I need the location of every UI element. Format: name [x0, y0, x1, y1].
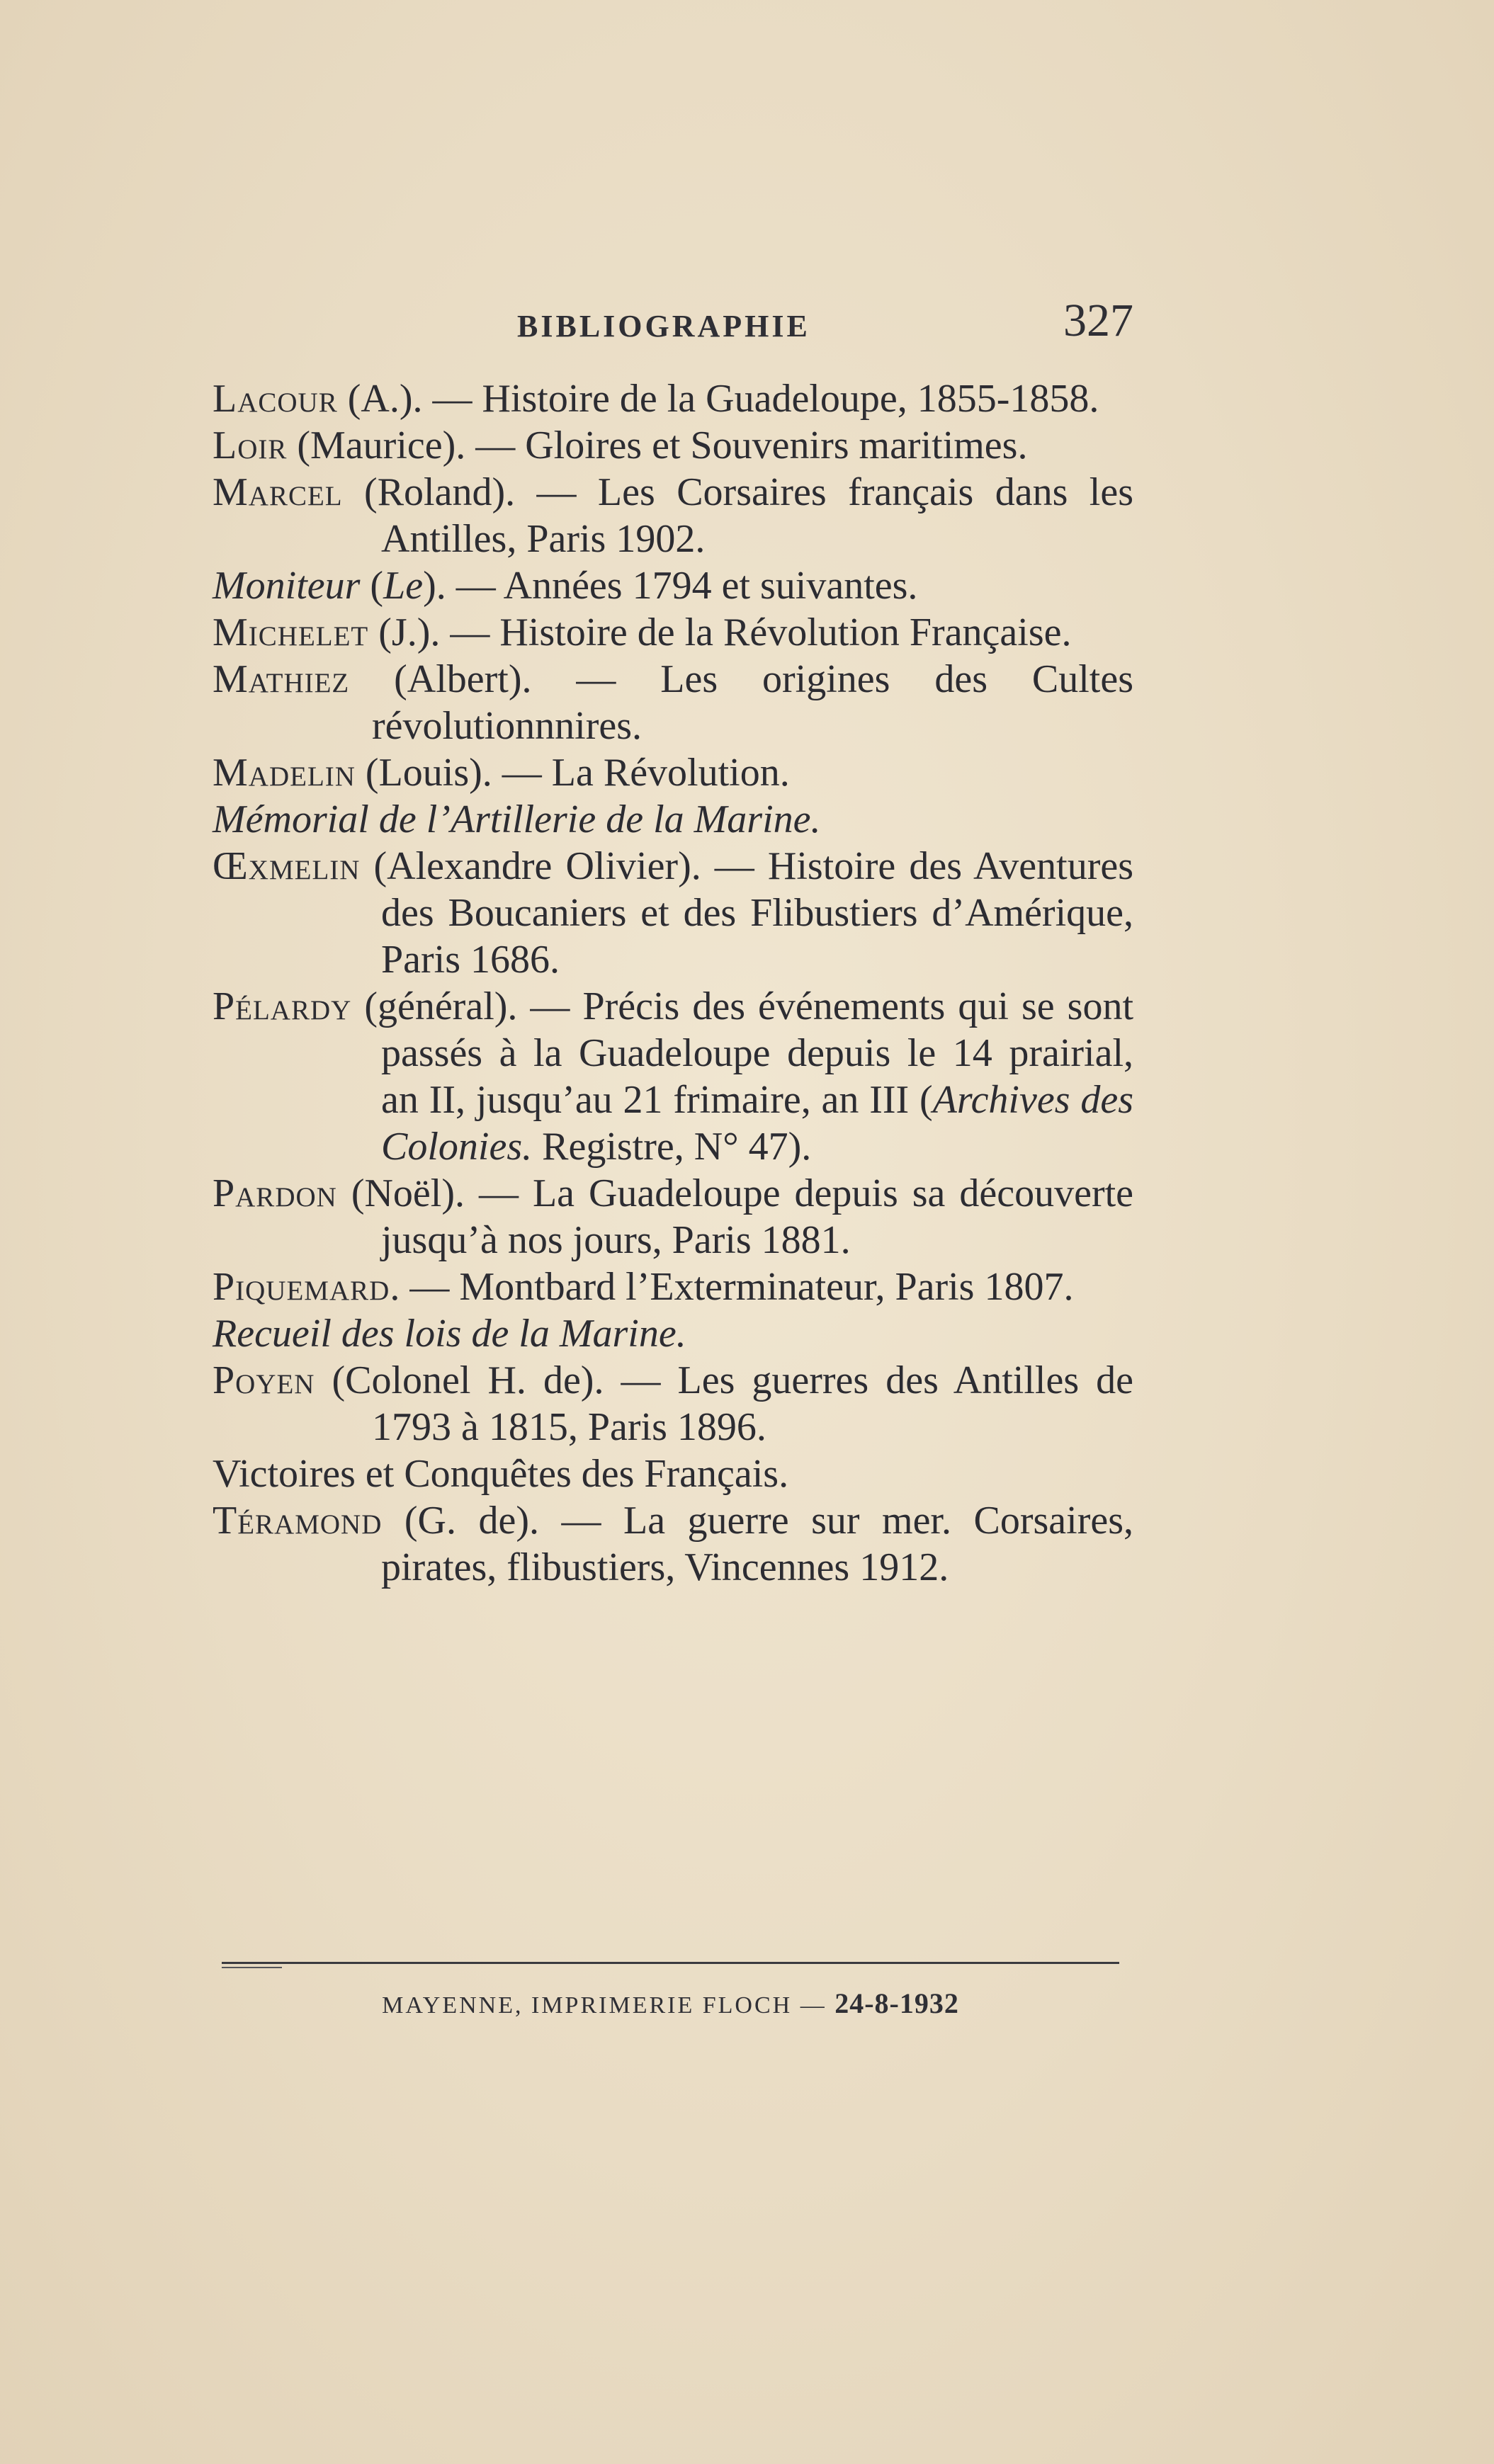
bib-entry-victoires [213, 1450, 1133, 1497]
imprint-date: 24-8-1932 [834, 1987, 959, 2019]
bib-entry-teramond [213, 1497, 1133, 1591]
bib-entry-mathiez [213, 656, 1133, 749]
bib-entry-madelin [213, 749, 1133, 796]
entry-author: Mathiez [213, 657, 350, 701]
bib-entry-pelardy [213, 983, 1133, 1170]
bib-entry-loir [213, 422, 1133, 469]
printer-footer [222, 1962, 1119, 2020]
bibliography-list [213, 375, 1133, 1591]
entry-text: (général). — Précis des événements qui se sont passés à la Guadeloupe depuis le 14 prairial, an II, jusqu’au 21 frimaire, an III ( [351, 984, 1133, 1122]
entry-author: Marcel [213, 470, 343, 514]
entry-author: Œxmelin [213, 844, 361, 888]
entry-text: (J.). — Histoire de la Révolution Française. [368, 611, 1072, 654]
entry-article-italic: Le [383, 564, 424, 608]
entry-text: (Louis). — La Révolution. [355, 751, 790, 795]
entry-author: Loir [213, 424, 288, 467]
entry-text: (Albert). — Les origines des Cultes révolutionnnires. [349, 657, 1133, 748]
bib-entry-moniteur [213, 562, 1133, 609]
bib-entry-lacour [213, 375, 1133, 422]
entry-text: (Colonel H. de). — Les guerres des Antilles de 1793 à 1815, Paris 1896. [315, 1358, 1133, 1449]
entry-author: Piquemard [213, 1265, 390, 1309]
entry-text: (Noël). — La Guadeloupe depuis sa découverte jusqu’à nos jours, Paris 1881. [336, 1171, 1133, 1262]
entry-text: Registre, N° 47). [532, 1125, 812, 1169]
imprint-text: MAYENNE, IMPRIMERIE FLOCH [382, 1992, 793, 2019]
entry-text: (Alexandre Olivier). — Histoire des Aventures des Boucaniers et des Flibustiers d’Amérique, Paris 1686. [360, 844, 1133, 982]
entry-author: Poyen [213, 1358, 315, 1402]
footer-rule-short [222, 1967, 282, 1968]
entry-text: (G. de). — La guerre sur mer. Corsaires, pirates, flibustiers, Vincennes 1912. [381, 1499, 1133, 1589]
entry-text: (A.). — Histoire de la Guadeloupe, 1855-1858. [337, 377, 1099, 421]
entry-title-italic: Moniteur [213, 564, 361, 608]
entry-author: Pélardy [213, 984, 352, 1028]
footer-rule [222, 1962, 1119, 1964]
page-header [213, 294, 1133, 358]
entry-author: Pardon [213, 1171, 337, 1215]
bib-entry-pardon [213, 1170, 1133, 1264]
entry-text: (Roland). — Les Corsaires français dans les Antilles, Paris 1902. [342, 470, 1133, 561]
bib-entry-piquemard [213, 1264, 1133, 1310]
entry-author: Lacour [213, 377, 338, 421]
entry-text: . — Montbard l’Exterminateur, Paris 1807. [390, 1265, 1074, 1309]
entry-title-italic: Mémorial de l’Artillerie de la Marine. [213, 797, 821, 841]
entry-author: Madelin [213, 751, 356, 795]
bib-entry-recueil [213, 1310, 1133, 1357]
running-title: BIBLIOGRAPHIE [517, 309, 810, 344]
entry-text: ( [360, 564, 384, 608]
bib-entry-marcel [213, 469, 1133, 562]
page-number: 327 [1063, 295, 1133, 346]
entry-text: ). — Années 1794 et suivantes. [423, 564, 918, 608]
entry-source-italic: Archives des Colonies. [381, 1078, 1133, 1169]
bib-entry-michelet [213, 609, 1133, 656]
imprint-line [222, 1987, 1119, 2020]
entry-text: (Maurice). — Gloires et Souvenirs maritimes. [287, 424, 1028, 467]
entry-author: Téramond [213, 1499, 383, 1543]
bib-entry-oexmelin [213, 843, 1133, 983]
imprint-dash: — [800, 1992, 827, 2019]
bib-entry-memorial [213, 796, 1133, 843]
bib-entry-poyen [213, 1357, 1133, 1450]
entry-author: Michelet [213, 611, 369, 654]
entry-title-italic: Recueil des lois de la Marine. [213, 1312, 686, 1356]
entry-text: Victoires et Conquêtes des Français. [213, 1452, 789, 1496]
